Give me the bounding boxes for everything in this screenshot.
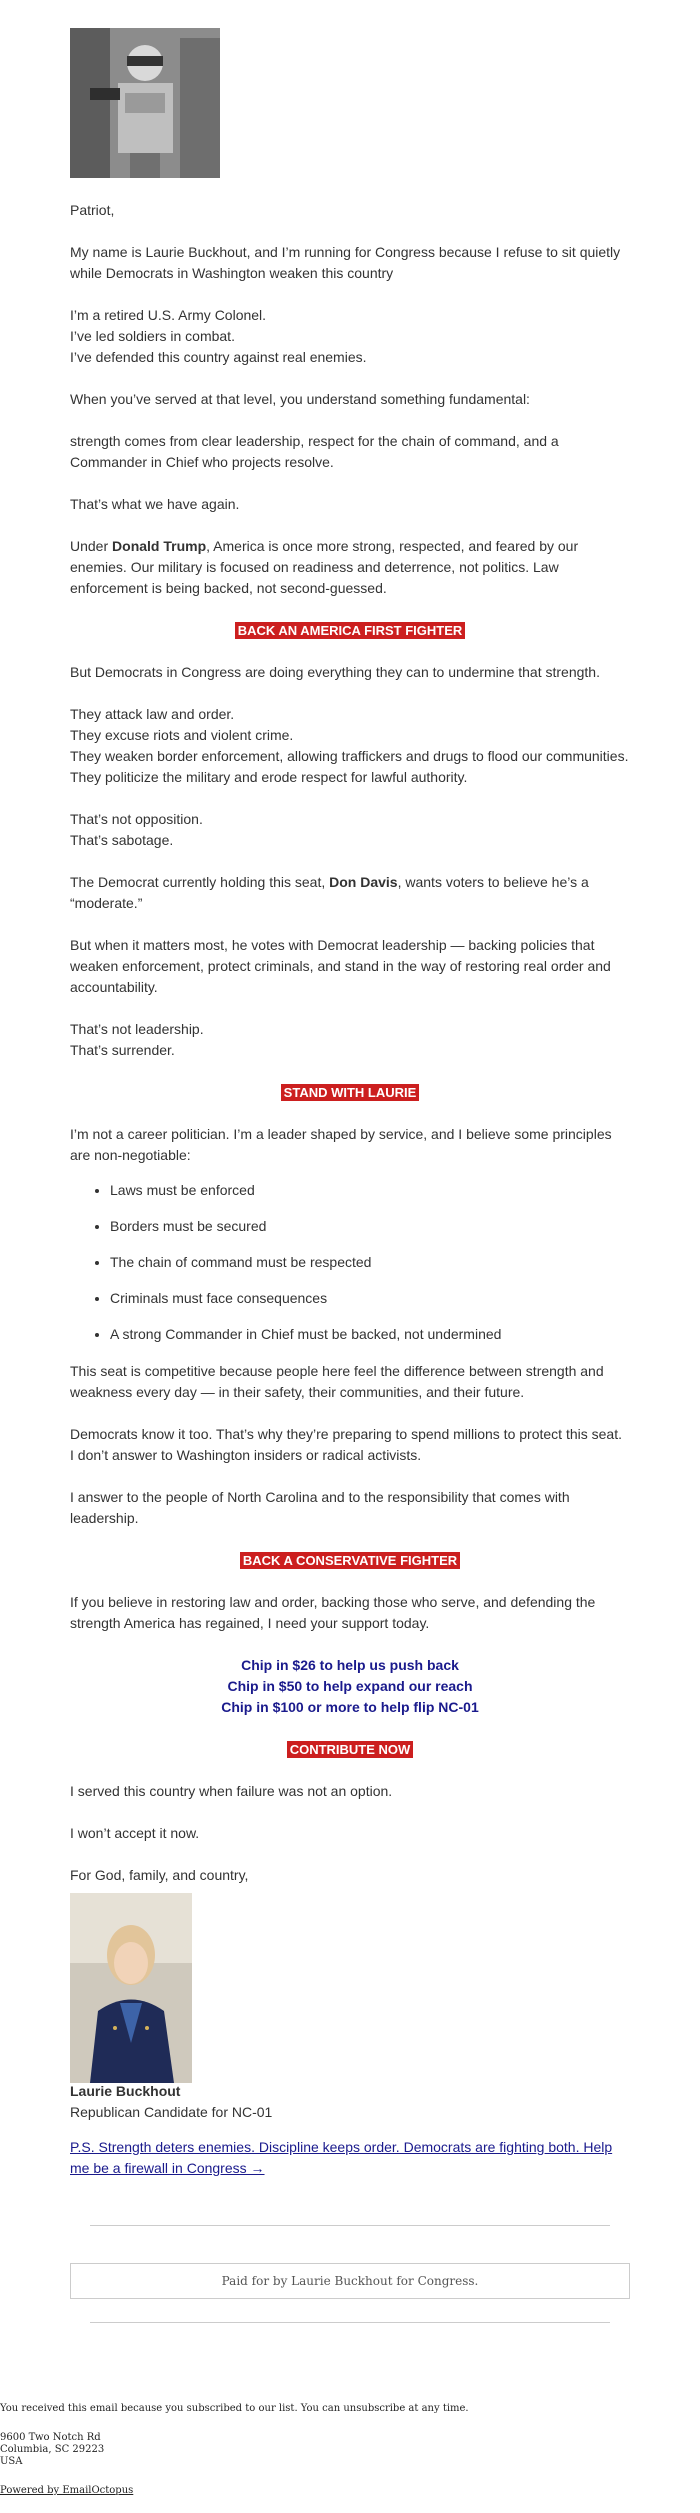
text-span: , America is once more strong, respected, and feared by our enemies. Our military is focused on readiness and deterrence, not politics. Law enforcement is being backed, not second-guessed. <box>70 538 579 596</box>
greeting: Patriot, <box>70 202 115 218</box>
paragraph-wont-accept: I won’t accept it now. <box>70 1825 200 1841</box>
paragraph-votes: But when it matters most, he votes with Democrat leadership — backing policies that weaken enforcement, protect criminals, and stand in the way of restoring real order and accountability. <box>70 937 611 995</box>
service-line: I’m a retired U.S. Army Colonel. <box>70 307 267 323</box>
paid-for-disclaimer: Paid for by Laurie Buckhout for Congress. <box>70 2263 630 2299</box>
cta-block <box>70 1550 630 1571</box>
back-conservative-fighter-button[interactable]: BACK A CONSERVATIVE FIGHTER <box>240 1552 460 1569</box>
paragraph-undermine: But Democrats in Congress are doing everything they can to undermine that strength. <box>70 664 600 680</box>
text-span: Under <box>70 538 113 554</box>
cta-block <box>70 620 630 641</box>
signature-name: Laurie Buckhout <box>70 2083 181 2099</box>
paragraph-fundamental: When you’ve served at that level, you understand something fundamental: <box>70 391 530 407</box>
subscription-notice: You received this email because you subscribed to our list. You can unsubscribe at any time. <box>0 2403 469 2414</box>
paragraph-intro: My name is Laurie Buckhout, and I’m running for Congress because I refuse to sit quietly while Democrats in Washington weaken this country <box>70 244 621 281</box>
chip-50-link[interactable]: Chip in $50 to help expand our reach <box>227 1678 473 1694</box>
attack-line: They excuse riots and violent crime. <box>70 727 294 743</box>
address-line: Columbia, SC 29223 <box>0 2444 105 2455</box>
service-line: I’ve led soldiers in combat. <box>70 328 235 344</box>
list-item: • The chain of command must be respected <box>110 1252 630 1273</box>
cta-block <box>70 1082 630 1103</box>
paragraph-democrats-know <box>70 1424 630 1466</box>
address-line: USA <box>0 2456 23 2467</box>
stand-with-laurie-button[interactable]: STAND WITH LAURIE <box>281 1084 420 1101</box>
paragraph-service <box>70 305 630 368</box>
attack-line: They politicize the military and erode respect for lawful authority. <box>70 769 468 785</box>
democrats-line: I don’t answer to Washington insiders or radical activists. <box>70 1447 422 1463</box>
bold-name: Donald Trump <box>112 538 207 554</box>
paragraph-sabotage <box>70 809 630 851</box>
ps-link[interactable]: P.S. Strength deters enemies. Discipline keeps order. Democrats are fighting both. Help me be a firewall in Congress → <box>70 2139 613 2176</box>
paragraph-they-attack <box>70 704 630 788</box>
hero-soldier-photo <box>70 28 220 178</box>
bold-name: Don Davis <box>329 874 398 890</box>
cta-block <box>70 1739 630 1760</box>
attack-line: They weaken border enforcement, allowing traffickers and drugs to flood our communities. <box>70 748 629 764</box>
paragraph-served: I served this country when failure was not an option. <box>70 1783 393 1799</box>
paragraph-not-career: I’m not a career politician. I’m a leader shaped by service, and I believe some principles are non-negotiable: <box>70 1126 612 1163</box>
address-line: 9600 Two Notch Rd <box>0 2432 101 2443</box>
paragraph-trump <box>70 536 630 599</box>
divider <box>90 2322 610 2323</box>
list-item: • A strong Commander in Chief must be backed, not undermined <box>110 1324 630 1345</box>
footer-address <box>0 2432 104 2468</box>
service-line: I’ve defended this country against real enemies. <box>70 349 367 365</box>
principles-list <box>70 1180 630 1360</box>
text-span: The Democrat currently holding this seat, <box>70 874 330 890</box>
text-span: , wants voters to believe he’s a “moderate.” <box>70 874 589 911</box>
sabotage-line: That’s sabotage. <box>70 832 174 848</box>
soldier-photo-illustration <box>70 28 220 178</box>
chip-100-link[interactable]: Chip in $100 or more to help flip NC-01 <box>221 1699 479 1715</box>
paragraph-support: If you believe in restoring law and order, backing those who serve, and defending the strength America has regained, I need your support today. <box>70 1594 596 1631</box>
powered-by-link[interactable]: Powered by EmailOctopus <box>0 2485 134 2496</box>
paragraph-surrender <box>70 1019 630 1061</box>
paragraph-again: That’s what we have again. <box>70 496 240 512</box>
portrait-illustration <box>70 1893 192 2083</box>
paragraph-don-davis <box>70 872 630 914</box>
powered-by <box>0 2485 133 2497</box>
paragraph-competitive: This seat is competitive because people here feel the difference between strength and weakness every day — in their safety, their communities, and their future. <box>70 1363 604 1400</box>
paragraph-strength: strength comes from clear leadership, respect for the chain of command, and a Commander in Chief who projects resolve. <box>70 433 559 470</box>
back-america-first-fighter-button[interactable]: BACK AN AMERICA FIRST FIGHTER <box>235 622 466 639</box>
paragraph-answer: I answer to the people of North Carolina and to the responsibility that comes with leadership. <box>70 1489 570 1526</box>
surrender-line: That’s surrender. <box>70 1042 175 1058</box>
attack-line: They attack law and order. <box>70 706 235 722</box>
chip-26-link[interactable]: Chip in $26 to help us push back <box>241 1657 459 1673</box>
democrats-line: Democrats know it too. That’s why they’re preparing to spend millions to protect this seat. <box>70 1426 622 1442</box>
donation-links <box>70 1655 630 1718</box>
candidate-portrait <box>70 1893 192 2083</box>
list-item: • Criminals must face consequences <box>110 1288 630 1309</box>
surrender-line: That’s not leadership. <box>70 1021 204 1037</box>
list-item: • Borders must be secured <box>110 1216 630 1237</box>
signature-title: Republican Candidate for NC-01 <box>70 2104 273 2120</box>
contribute-now-button[interactable]: CONTRIBUTE NOW <box>287 1741 414 1758</box>
paragraph-sign-off: For God, family, and country, <box>70 1867 249 1883</box>
divider <box>90 2225 610 2226</box>
sabotage-line: That’s not opposition. <box>70 811 203 827</box>
list-item: • Laws must be enforced <box>110 1180 630 1201</box>
